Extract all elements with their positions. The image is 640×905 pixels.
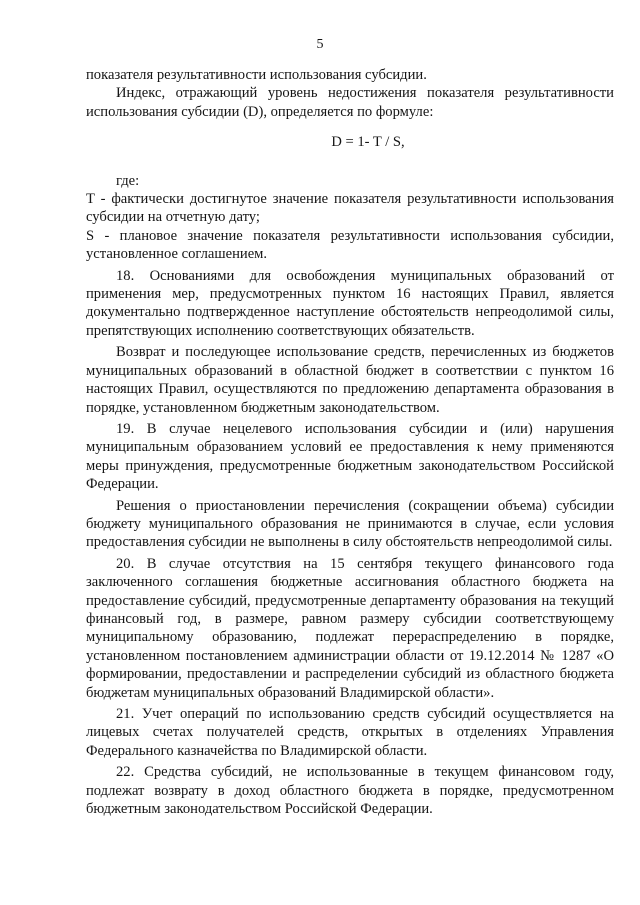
document-body — [86, 66, 614, 818]
paragraph-continuation: показателя результативности использования субсидии. — [86, 67, 427, 83]
paragraph-return-funds: Возврат и последующее использование средств, перечисленных из бюджетов муниципальных образований в областной бюджет в соответствии с пунктом 16 настоящих Правил, осуществляются по предложению департамента образования в порядке, установленном бюджетным законодательством. — [86, 344, 614, 416]
paragraph-19: 19. В случае нецелевого использования субсидии и (или) нарушения муниципальным образованием условий ее предоставления к нему применяются меры принуждения, предусмотренные бюджетным законодательством Российской Федерации. — [86, 420, 614, 493]
paragraph-18: 18. Основаниями для освобождения муниципальных образований от применения мер, предусмотренных пунктом 16 настоящих Правил, является документально подтвержденное наступление обстоятельств непреодолимой силы, препятствующих исполнению соответствующих обязательств. — [86, 267, 614, 339]
paragraph-21: 21. Учет операций по использованию средств субсидий осуществляется на лицевых счетах получателей средств, открытых в отделениях Управления Федерального казначейства по Владимирской области. — [86, 706, 614, 759]
paragraph-22: 22. Средства субсидий, не использованные в текущем финансовом году, подлежат возврату в доход областного бюджета в порядке, предусмотренном бюджетным законодательством Российской Федерации. — [86, 764, 614, 818]
paragraph-20: 20. В случае отсутствия на 15 сентября текущего финансового года заключенного соглашения бюджетные ассигнования областного бюджета на предоставление субсидий, предусмотренные департаменту образования на текущий финансовый год, в размере, равном размеру субсидии соответствующему муниципальному образованию, подлежат перераспределению в порядке, установленном постановлением администрации области от 19.12.2014 № 1287 «О формировании, предоставлении и распределении субсидий из областного бюджета бюджетам муниципальных образований Владимирской области». — [86, 555, 614, 701]
page-number: 5 — [316, 37, 324, 52]
paragraph-where: где: — [116, 172, 140, 189]
definition-s: S - плановое значение показателя результативности использования субсидии, установленное соглашением. — [86, 227, 614, 263]
definition-t: T - фактически достигнутое значение показателя результативности использования субсидии на отчетную дату; — [86, 191, 614, 226]
paragraph-suspension-decisions: Решения о приостановлении перечисления (сокращении объема) субсидии бюджету муниципального образования не принимаются в случае, если условия предоставления субсидии не выполнены в силу обстоятельств непреодолимой силы. — [86, 497, 614, 551]
paragraph-index-definition: Индекс, отражающий уровень недостижения показателя результативности использования субсидии (D), определяется по формуле: — [86, 85, 614, 120]
formula: D = 1- T / S, — [331, 134, 405, 151]
